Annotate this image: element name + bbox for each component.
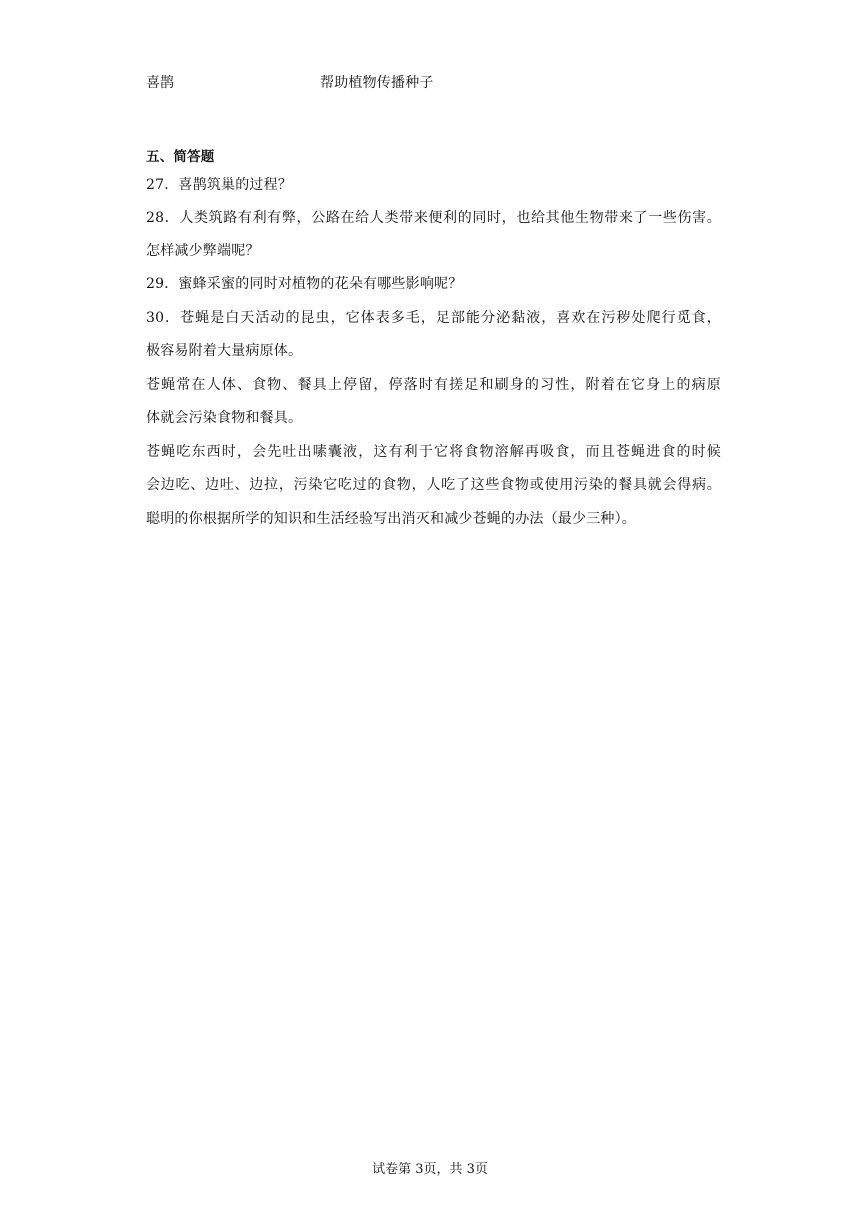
question-30-line-7: 聪明的你根据所学的知识和生活经验写出消灭和减少苍蝇的办法（最少三种）。 (146, 511, 636, 527)
question-28-line-2: 怎样减少弊端呢？ (146, 243, 260, 259)
question-27: 27．喜鹊筑巢的过程？ (146, 177, 293, 193)
section-title: 五、简答题 (146, 149, 215, 165)
match-item-right: 帮助植物传播种子 (320, 75, 434, 91)
question-30-line-4: 体就会污染食物和餐具。 (146, 410, 303, 426)
question-30-line-5: 苍蝇吃东西时，会先吐出嗉囊液，这有利于它将食物溶解再吸食，而且苍蝇进食的时候 (146, 444, 721, 460)
question-30-line-3: 苍蝇常在人体、食物、餐具上停留，停落时有搓足和刷身的习性，附着在它身上的病原 (146, 377, 721, 393)
question-29: 29．蜜蜂采蜜的同时对植物的花朵有哪些影响呢？ (146, 276, 463, 292)
question-28-line-1: 28．人类筑路有利有弊，公路在给人类带来便利的同时，也给其他生物带来了一些伤害。 (146, 210, 721, 226)
page-footer: 试卷第 3页，共 3页 (372, 1162, 488, 1177)
question-30-line-1: 30．苍蝇是白天活动的昆虫，它体表多毛，足部能分泌黏液，喜欢在污秽处爬行觅食， (146, 310, 721, 326)
match-item-left: 喜鹊 (146, 75, 174, 91)
question-30-line-2: 极容易附着大量病原体。 (146, 343, 303, 359)
question-30-line-6: 会边吃、边吐、边拉，污染它吃过的食物，人吃了这些食物或使用污染的餐具就会得病。 (146, 477, 721, 493)
